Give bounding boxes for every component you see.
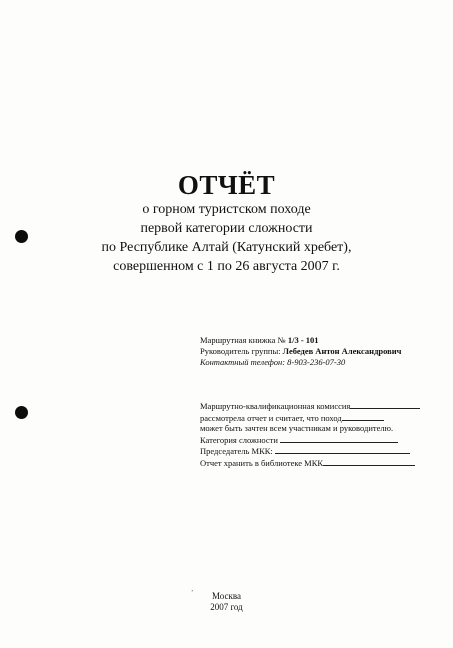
signature-blank bbox=[342, 412, 384, 421]
subtitle-line: первой категории сложности bbox=[140, 221, 313, 236]
signature-blank bbox=[280, 434, 398, 443]
commission-text: Отчет хранить в библиотеке МКК bbox=[200, 457, 324, 468]
footer-year: 2007 год bbox=[210, 602, 243, 612]
contact-phone: Контактный телефон: 8-903-236-07-30 bbox=[200, 357, 346, 367]
footer-city: Москва bbox=[212, 591, 241, 601]
group-leader-line bbox=[200, 346, 401, 357]
commission-block bbox=[200, 400, 420, 468]
subtitle-line: по Республике Алтай (Катунский хребет), bbox=[101, 240, 352, 255]
commission-line bbox=[200, 457, 420, 469]
route-info bbox=[200, 335, 401, 368]
route-book-number: 1/3 - 101 bbox=[287, 335, 319, 345]
signature-blank bbox=[323, 457, 415, 466]
punch-hole-bottom bbox=[15, 406, 28, 419]
signature-blank bbox=[350, 400, 420, 409]
commission-text: рассмотрела отчет и считает, что поход bbox=[200, 412, 342, 423]
commission-text: может быть зачтен всем участникам и руководителю. bbox=[200, 423, 394, 433]
commission-text: Категория сложности bbox=[200, 434, 278, 445]
report-title: ОТЧЁТ bbox=[177, 170, 276, 200]
route-book-line bbox=[200, 335, 401, 346]
commission-line bbox=[200, 400, 420, 412]
report-footer bbox=[0, 591, 453, 613]
commission-line bbox=[200, 412, 420, 424]
subtitle-line: совершенном с 1 по 26 августа 2007 г. bbox=[113, 259, 340, 274]
commission-line bbox=[200, 434, 420, 446]
commission-line bbox=[200, 445, 420, 457]
report-subtitle bbox=[0, 200, 453, 276]
signature-blank bbox=[275, 445, 410, 454]
commission-text: Председатель МКК: bbox=[200, 446, 273, 456]
subtitle-line: о горном туристском походе bbox=[142, 202, 311, 217]
scan-speck: ‚ bbox=[191, 585, 194, 593]
group-leader-name: Лебедев Антон Александрович bbox=[282, 346, 402, 356]
commission-text: Маршрутно-квалификационная комиссия bbox=[200, 401, 351, 411]
group-leader-label: Руководитель группы: bbox=[200, 346, 283, 356]
route-book-label: Маршрутная книжка № bbox=[200, 335, 288, 345]
commission-line bbox=[200, 423, 420, 434]
